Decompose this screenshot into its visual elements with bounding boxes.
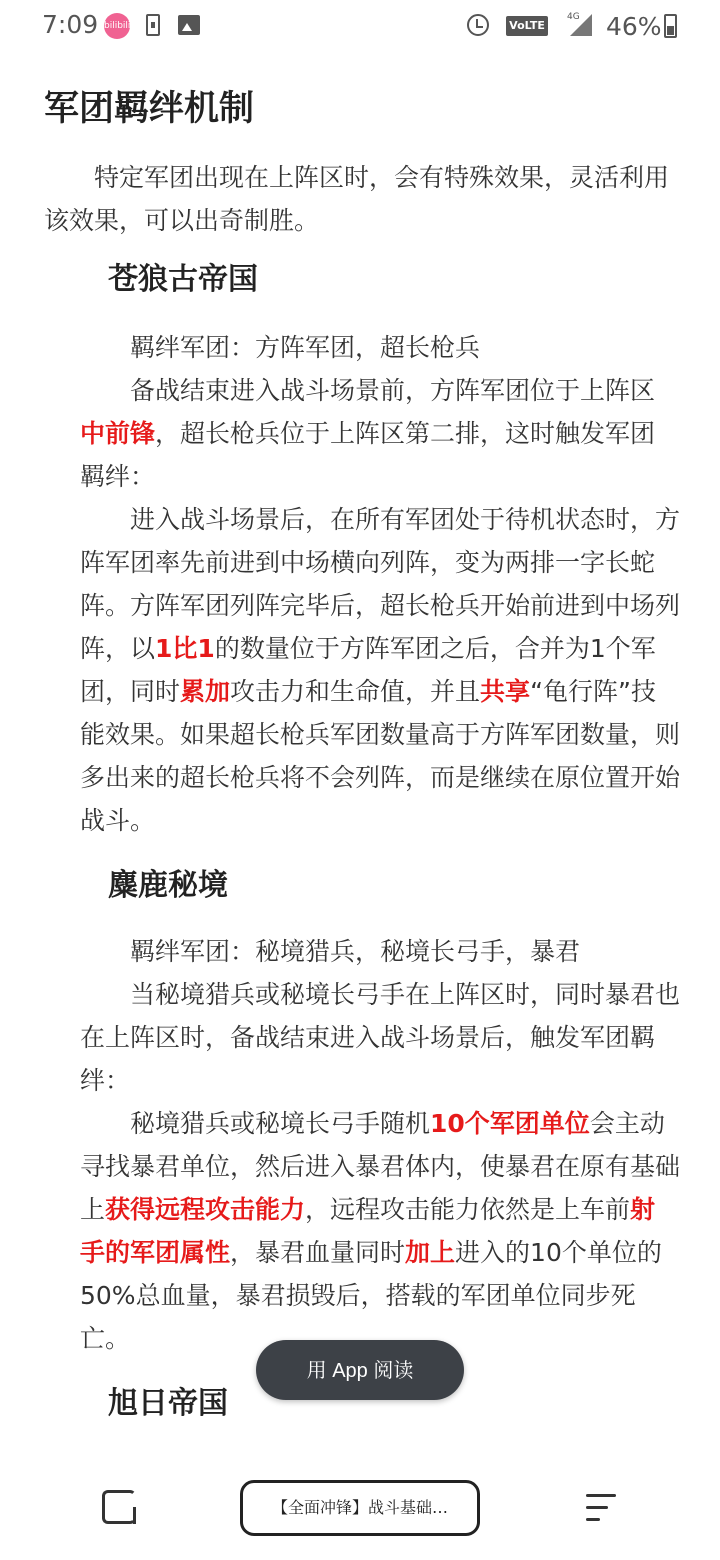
section-paragraph: 当秘境猎兵或秘境长弓手在上阵区时，同时暴君也在上阵区时，备战结束进入战斗场景后，触发军团羁绊： xyxy=(80,980,681,1095)
highlight-text: 1比1 xyxy=(155,634,215,663)
highlight-text: 10个军团单位 xyxy=(430,1109,590,1138)
article-title: 军团羁绊机制 xyxy=(44,89,255,129)
battery-percent: 46% xyxy=(606,12,662,41)
section-title: 旭日帝国 xyxy=(108,1386,228,1421)
highlight-text: 中前锋 xyxy=(80,419,156,448)
signal-icon xyxy=(570,14,592,36)
highlight-text: 射手的军团属性 xyxy=(80,1195,656,1267)
highlight-text: 加上 xyxy=(405,1238,456,1267)
volte-icon: VoLTE xyxy=(506,16,548,36)
tabs-icon[interactable] xyxy=(102,1490,136,1524)
section-title: 苍狼古帝国 xyxy=(108,262,258,297)
open-in-app-button[interactable]: 用 App 阅读 xyxy=(256,1340,464,1400)
sim-notification-icon xyxy=(146,14,160,36)
bilibili-notification-icon: bilibili xyxy=(104,13,130,39)
section-paragraph: 羁绊军团：方阵军团，超长枪兵 xyxy=(130,333,481,362)
highlight-text: 累加 xyxy=(180,677,231,706)
network-type-label: 4G xyxy=(567,12,580,22)
highlight-text: 共享 xyxy=(480,677,531,706)
section-paragraph: 秘境猎兵或秘境长弓手随机10个军团单位会主动寻找暴君单位，然后进入暴君体内，使暴君在原有基础上获得远程攻击能力，远程攻击能力依然是上车前射手的军团属性，暴君血量同时加上进入的10个单位的50%总血量，暴君损毁后，搭载的军团单位同步死亡。 xyxy=(80,1109,681,1353)
highlight-text: 获得远程攻击能力 xyxy=(105,1195,306,1224)
section-title: 麋鹿秘境 xyxy=(108,868,228,903)
menu-icon[interactable] xyxy=(584,1492,616,1524)
section-paragraph: 进入战斗场景后，在所有军团处于待机状态时，方阵军团率先前进到中场横向列阵，变为两排一字长蛇阵。方阵军团列阵完毕后，超长枪兵开始前进到中场列阵，以1比1的数量位于方阵军团之后，合并为1个军团，同时累加攻击力和生命值，并且共享“龟行阵”技能效果。如果超长枪兵军团数量高于方阵军团数量，则多出来的超长枪兵将不会列阵，而是继续在原位置开始战斗。 xyxy=(80,505,681,835)
status-time: 7:09 xyxy=(42,10,99,39)
bottom-toolbar xyxy=(0,1452,720,1560)
section-paragraph: 备战结束进入战斗场景前，方阵军团位于上阵区中前锋，超长枪兵位于上阵区第二排，这时触发军团羁绊： xyxy=(80,376,656,491)
section-paragraph: 羁绊军团：秘境猎兵，秘境长弓手，暴君 xyxy=(130,937,581,966)
alarm-icon xyxy=(467,14,489,36)
document-title-button[interactable]: 【全面冲锋】战斗基础… xyxy=(240,1480,480,1536)
battery-icon xyxy=(664,14,677,38)
status-bar xyxy=(0,0,720,54)
article-intro: 特定军团出现在上阵区时，会有特殊效果，灵活利用该效果，可以出奇制胜。 xyxy=(44,163,670,235)
image-notification-icon xyxy=(178,15,200,35)
